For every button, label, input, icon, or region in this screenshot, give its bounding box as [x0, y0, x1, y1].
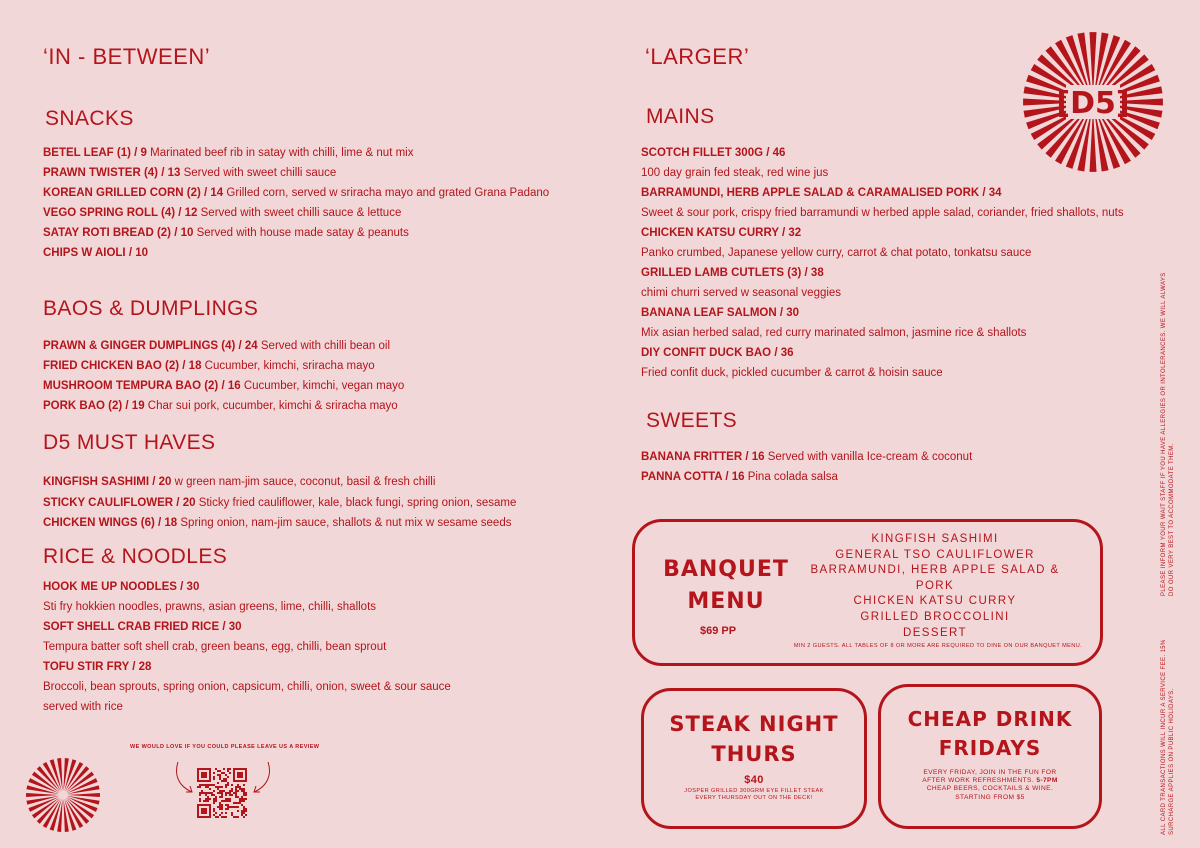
list-item: VEGO SPRING ROLL (4) / 12 Served with sweet chilli sauce & lettuce [43, 207, 402, 219]
steak-night-price: $40 [744, 774, 764, 786]
category-title-rice-noodles: RICE & NOODLES [43, 545, 228, 568]
sunburst-logo-large [1023, 32, 1163, 172]
cheap-drink-title: CHEAP DRINK FRIDAYS [907, 707, 1073, 760]
category-title-baos: BAOS & DUMPLINGS [43, 297, 259, 320]
banquet-note: MIN 2 GUESTS. ALL TABLES OF 8 OR MORE ARE REQUIRED TO DINE ON OUR BANQUET MENU. [793, 643, 1083, 649]
list-item: PANNA COTTA / 16 Pina colada salsa [641, 471, 838, 483]
list-item: SCOTCH FILLET 300G / 46 [641, 147, 786, 159]
category-title-must-haves: D5 MUST HAVES [43, 431, 216, 454]
category-title-mains: MAINS [646, 105, 715, 128]
list-item: PRAWN TWISTER (4) / 13 Served with sweet chilli sauce [43, 167, 337, 179]
banquet-price: $69 PP [700, 625, 737, 637]
category-title-sweets: SWEETS [646, 409, 738, 432]
list-item: Tempura batter soft shell crab, green beans, egg, chilli, bean sprout [43, 641, 387, 653]
cheap-drink-box [878, 684, 1102, 829]
list-item: Mix asian herbed salad, red curry marinated salmon, jasmine rice & shallots [641, 327, 1027, 339]
list-item: GRILLED LAMB CUTLETS (3) / 38 [641, 267, 824, 279]
banquet-box [632, 519, 1103, 666]
arrow-left-icon [172, 760, 198, 796]
list-item: KOREAN GRILLED CORN (2) / 14 Grilled corn, served w sriracha mayo and grated Grana Padano [43, 187, 550, 199]
list-item: Sweet & sour pork, crispy fried barramundi w herbed apple salad, coriander, fried shallots, nuts [641, 207, 1124, 219]
list-item: Fried confit duck, pickled cucumber & carrot & hoisin sauce [641, 367, 943, 379]
list-item: DIY CONFIT DUCK BAO / 36 [641, 347, 794, 359]
list-item: Broccoli, bean sprouts, spring onion, capsicum, chilli, onion, sweet & sour sauce [43, 681, 451, 693]
list-item: BARRAMUNDI, HERB APPLE SALAD & CARAMALISED PORK / 34 [641, 187, 1002, 199]
list-item: BANANA LEAF SALMON / 30 [641, 307, 800, 319]
steak-night-details: JOSPER GRILLED 300GRM EYE FILLET STEAK EVERY THURSDAY OUT ON THE DECK! [684, 788, 824, 801]
list-item: HOOK ME UP NOODLES / 30 [43, 581, 200, 593]
cheap-drink-details: EVERY FRIDAY, JOIN IN THE FUN FOR AFTER WORK REFRESHMENTS. 5-7PM CHEAP BEERS, COCKTAILS & WINE. STARTING FROM $5 [922, 769, 1058, 801]
banquet-title: BANQUET MENU [663, 557, 789, 614]
list-item: CHICKEN KATSU CURRY / 32 [641, 227, 802, 239]
list-item: KINGFISH SASHIMI / 20 w green nam-jim sauce, coconut, basil & fresh chilli [43, 476, 436, 488]
category-title-snacks: SNACKS [45, 107, 134, 130]
list-item: Sti fry hokkien noodles, prawns, asian greens, lime, chilli, shallots [43, 601, 377, 613]
list-item: SOFT SHELL CRAB FRIED RICE / 30 [43, 621, 242, 633]
list-item: BANANA FRITTER / 16 Served with vanilla Ice-cream & coconut [641, 451, 973, 463]
list-item: PRAWN & GINGER DUMPLINGS (4) / 24 Served with chilli bean oil [43, 340, 391, 352]
list-item: served with rice [43, 701, 123, 713]
list-item: CHICKEN WINGS (6) / 18 Spring onion, nam-jim sauce, shallots & nut mix w sesame seeds [43, 517, 512, 529]
list-item: chimi churri served w seasonal veggies [641, 287, 842, 299]
list-item: STICKY CAULIFLOWER / 20 Sticky fried cauliflower, kale, black fungi, spring onion, sesame [43, 497, 517, 509]
arrow-right-icon [248, 760, 274, 796]
list-item: FRIED CHICKEN BAO (2) / 18 Cucumber, kimchi, sriracha mayo [43, 360, 375, 372]
section-title-in-between: ‘IN - BETWEEN’ [43, 44, 211, 69]
list-item: SATAY ROTI BREAD (2) / 10 Served with house made satay & peanuts [43, 227, 409, 239]
list-item: MUSHROOM TEMPURA BAO (2) / 16 Cucumber, kimchi, vegan mayo [43, 380, 405, 392]
card-fee-note: ALL CARD TRANSACTIONS WILL INCUR A SERVICE FEE. 15% SURCHARGE APPLIES ON PUBLIC HOLIDAYS. [1161, 639, 1176, 835]
allergy-note: PLEASE INFORM YOUR WAIT STAFF IF YOU HAVE ALLERGIES OR INTOLERANCES. WE WILL ALWAYS DO OUR VERY BEST TO ACCOMMODATE THEM. [1161, 272, 1176, 596]
qr-code-icon[interactable] [196, 766, 248, 820]
logo-text: [D5] [1056, 86, 1130, 121]
list-item: Panko crumbed, Japanese yellow curry, carrot & chat potato, tonkatsu sauce [641, 247, 1032, 259]
steak-night-box [641, 688, 867, 829]
list-item: PORK BAO (2) / 19 Char sui pork, cucumber, kimchi & sriracha mayo [43, 400, 398, 412]
list-item: BETEL LEAF (1) / 9 Marinated beef rib in satay with chilli, lime & nut mix [43, 147, 414, 159]
steak-night-title: STEAK NIGHT THURS [669, 712, 839, 766]
section-title-larger: ‘LARGER’ [645, 44, 750, 69]
list-item: CHIPS W AIOLI / 10 [43, 247, 149, 259]
sunburst-logo-small [26, 758, 100, 832]
list-item: TOFU STIR FRY / 28 [43, 661, 152, 673]
banquet-courses: KINGFISH SASHIMI GENERAL TSO CAULIFLOWER BARRAMUNDI, HERB APPLE SALAD & PORK CHICKEN KATSU CURRY GRILLED BROCCOLINI DESSERT [810, 533, 1060, 639]
list-item: 100 day grain fed steak, red wine jus [641, 167, 829, 179]
review-text: WE WOULD LOVE IF YOU COULD PLEASE LEAVE US A REVIEW [130, 744, 320, 750]
